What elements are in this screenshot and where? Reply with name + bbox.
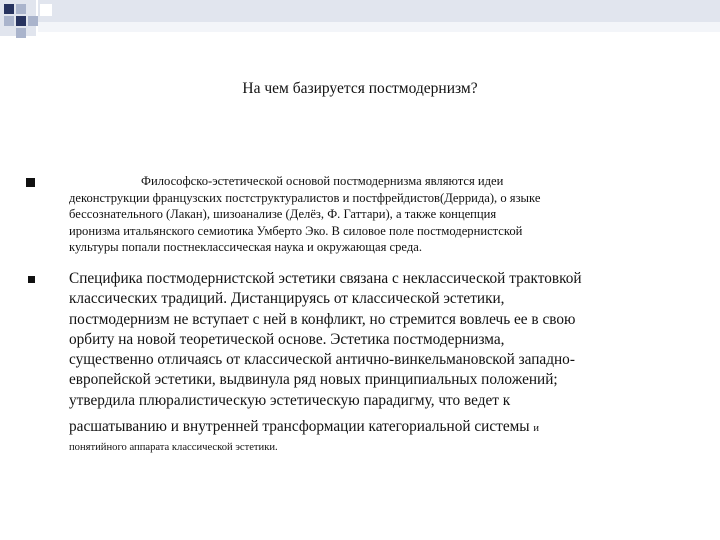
bullet-paragraph-2 xyxy=(69,269,684,411)
bullet-paragraph-2-final xyxy=(69,441,684,455)
slide-title: На чем базируется постмодернизм? xyxy=(242,80,478,97)
paragraph-line: иронизма итальянского семиотика Умберто Эко. В силовое поле постмодернистской xyxy=(69,223,523,238)
paragraph-line: европейской эстетики, выдвинула ряд новых принципиальных положений; xyxy=(69,371,558,389)
paragraph-line: Специфика постмодернистской эстетики связана с неклассической трактовкой xyxy=(69,270,582,287)
paragraph-line: понятийного аппарата классической эстетики. xyxy=(69,442,278,453)
paragraph-line-tail: и xyxy=(533,423,540,434)
paragraph-line: культуры попали постнеклассическая наука и окружающая среда. xyxy=(69,240,422,254)
paragraph-line: орбиту на новой теоретической основе. Эстетика постмодернизма, xyxy=(69,330,505,348)
bullet-paragraph-2-continuation xyxy=(69,417,684,439)
paragraph-line: бессознательного (Лакан), шизоанализе (Делёз, Ф. Гаттари), а также концепция xyxy=(69,207,497,221)
header-decoration xyxy=(0,0,720,42)
paragraph-line: расшатыванию и внутренней трансформации категориальной системы xyxy=(69,418,530,435)
bullet-marker xyxy=(28,276,35,283)
paragraph-line: Философско-эстетической основой постмодернизма являются идеи xyxy=(141,174,504,188)
paragraph-line: постмодернизм не вступает с ней в конфликт, но стремится вовлечь ее в свою xyxy=(69,310,576,328)
paragraph-line: деконструкции французских постструктуралистов и постфрейдистов(Деррида), о языке xyxy=(69,190,541,205)
bullet-paragraph-1 xyxy=(69,173,684,256)
decorative-squares xyxy=(0,0,720,42)
bullet-marker xyxy=(26,178,35,187)
paragraph-line: утвердила плюралистическую эстетическую парадигму, что ведет к xyxy=(69,391,511,409)
paragraph-line: классических традиций. Дистанцируясь от классической эстетики, xyxy=(69,290,505,308)
paragraph-line: существенно отличаясь от классической антично-винкельмановской западно- xyxy=(69,351,575,369)
